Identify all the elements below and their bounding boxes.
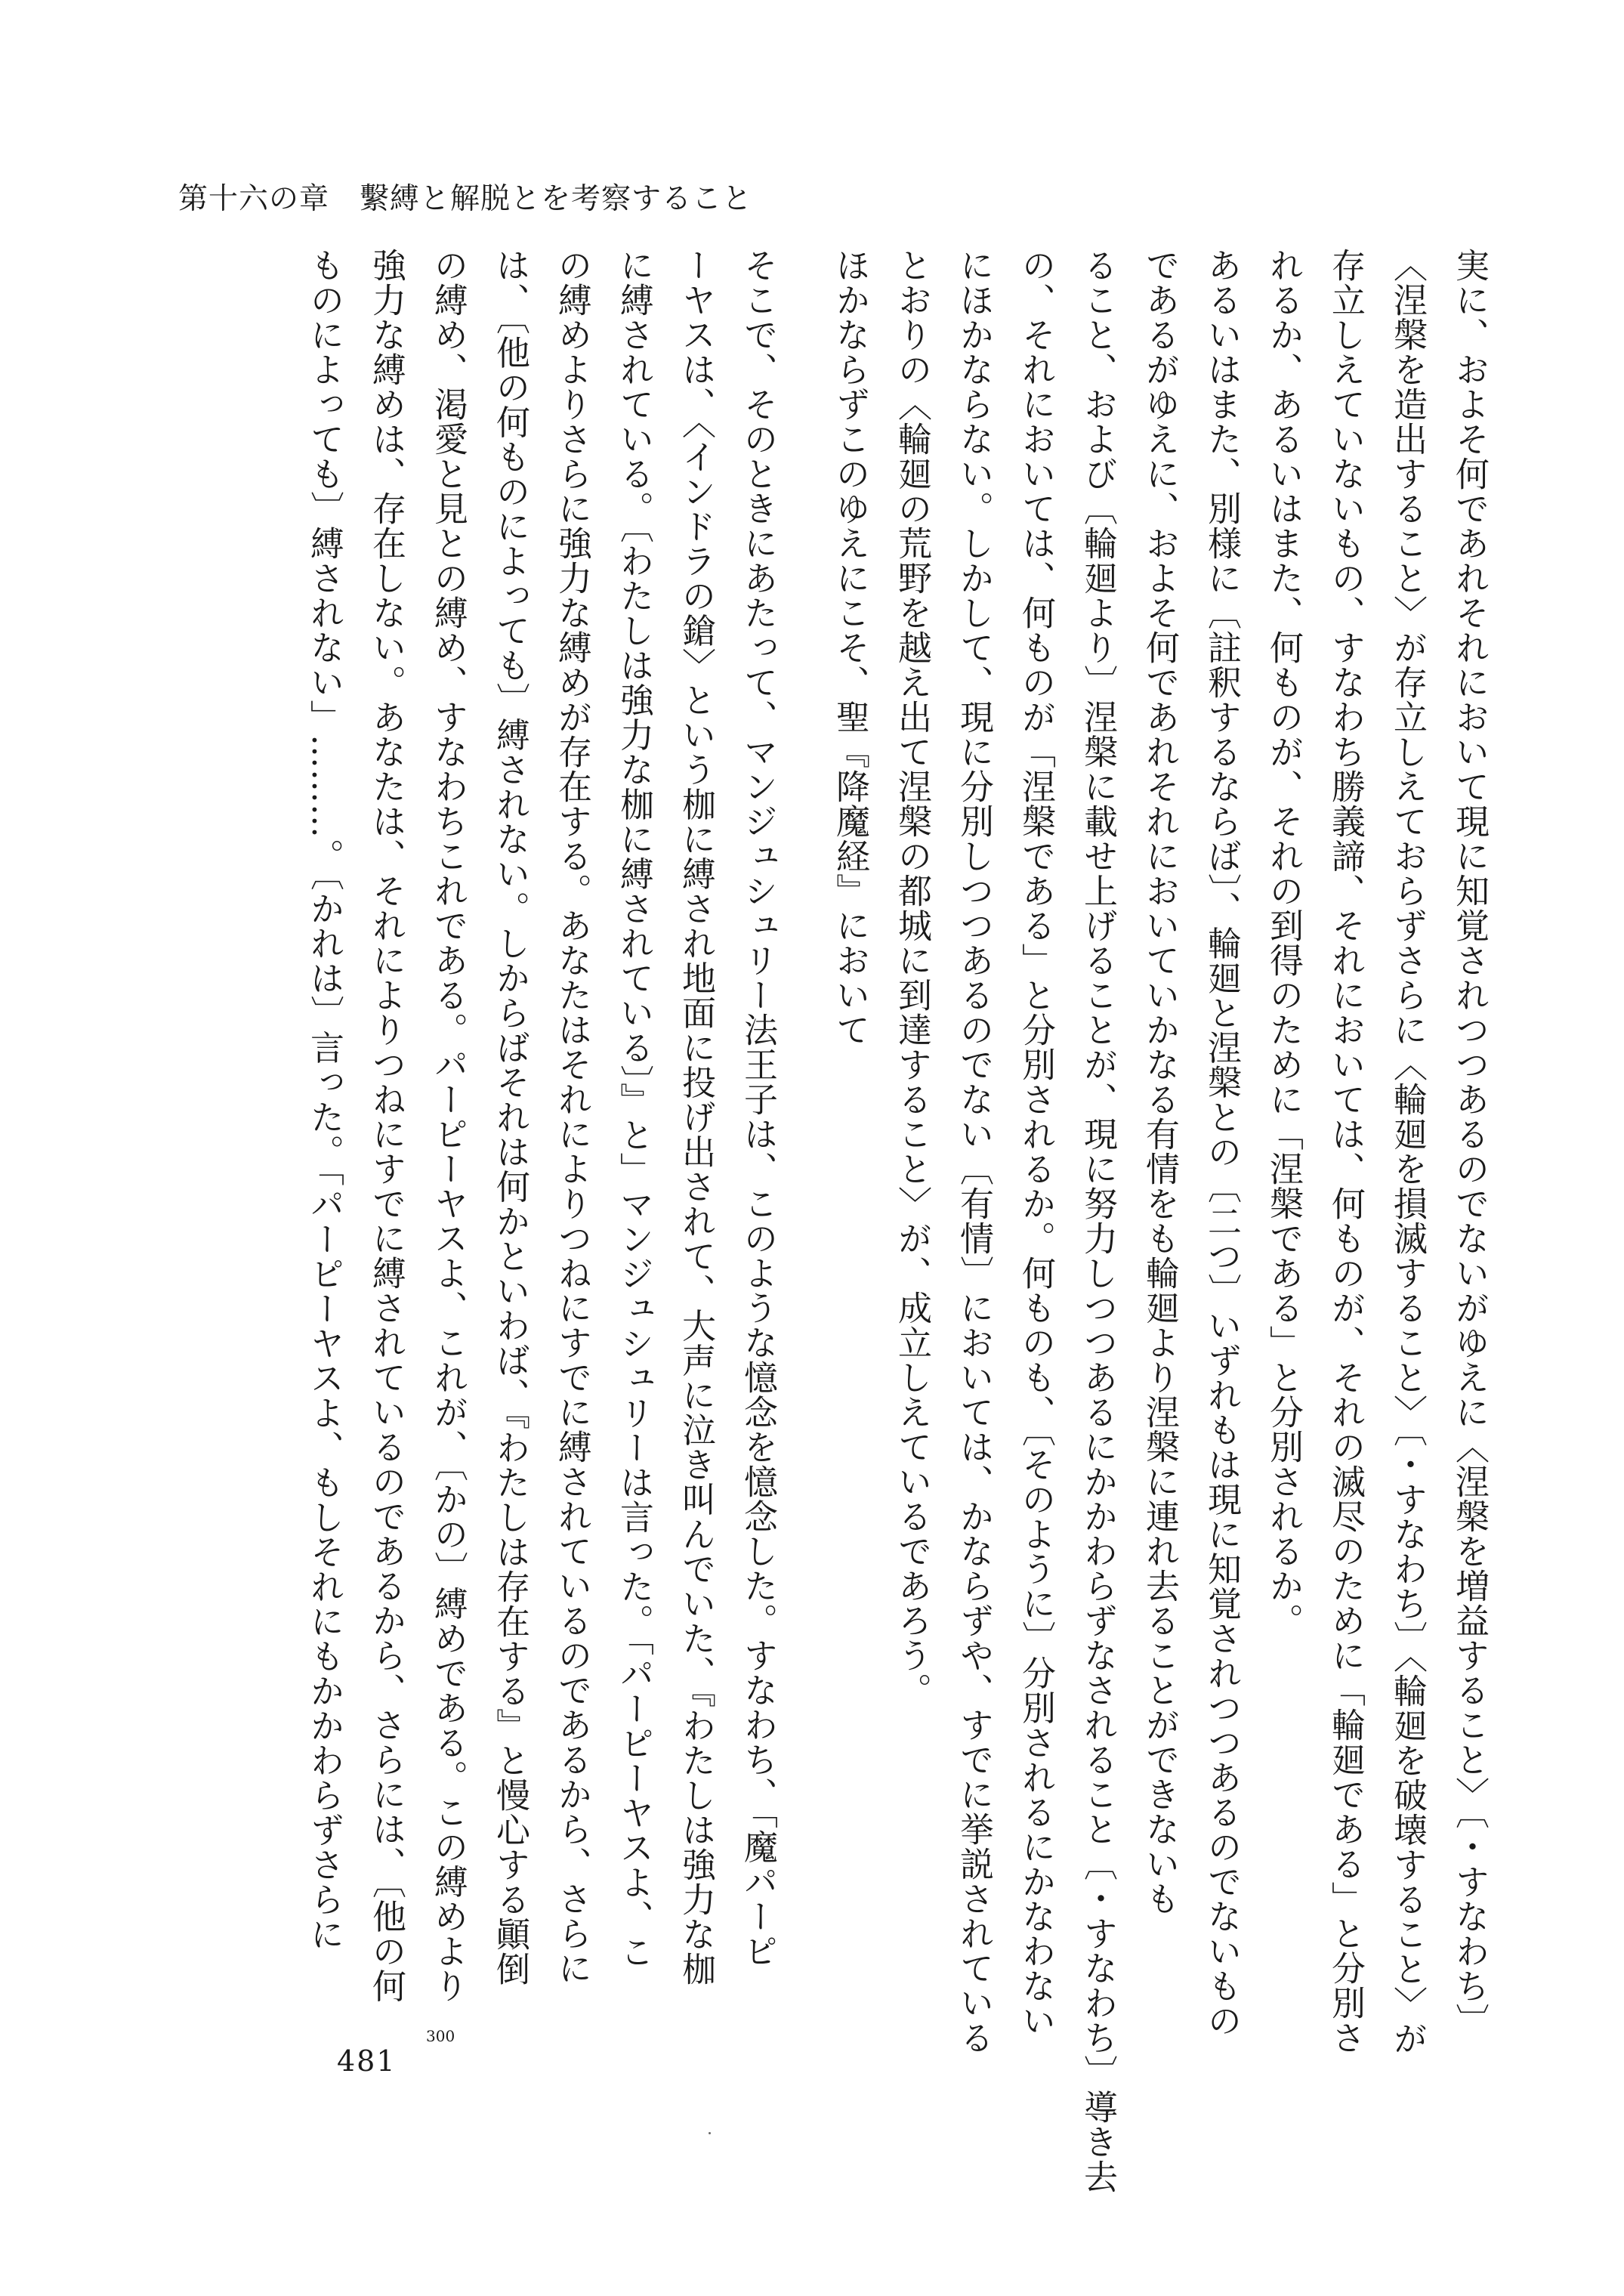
text-line: 存立しえていないもの、すなわち勝義諦、それにおいては、何ものが、それの滅尽のために「輪廻である」と分別さ (1326, 248, 1366, 2055)
text-line: れるか、あるいはまた、何ものが、それの到得のために「涅槃である」と分別されるか。 (1264, 248, 1304, 1638)
quote-line: 強力な縛めは、存在しない。あなたは、それによりつねにすでに縛されているのであるから、さらには、〔他の何 (366, 248, 406, 2004)
print-mark (709, 2132, 711, 2134)
line-gap (789, 248, 819, 1970)
text-line: にほかならない。しかして、現に分別しつつあるのでない〔有情〕においては、かならずや、すでに挙説されている (954, 248, 994, 2055)
quote-line: ーヤスは、〈インドラの鎗〉という枷に縛され地面に投げ出されて、大声に泣き叫んでいた、『わたしは強力な枷 (676, 248, 716, 1986)
text-line: とおりの〈輪廻の荒野を越え出て涅槃の都城に到達すること〉が、成立しえているであろう。 (892, 248, 932, 1707)
quote-line: の縛めよりさらに強力な縛めが存在する。あなたはそれによりつねにすでに縛されているのであるから、さらに (552, 248, 592, 1985)
quote-line: の縛め、渇愛と見との縛め、すなわちこれである。パーピーヤスよ、これが、〔かの〕縛めである。この縛めより (428, 248, 468, 2004)
quote-line: ものによっても〕縛されない」………。〔かれは〕言った。「パーピーヤスよ、もしそれにもかかわらずさらに (304, 248, 344, 1951)
marginal-number: 300 (426, 2027, 455, 2045)
running-head: 第十六の章 繫縛と解脱とを考察すること (178, 182, 753, 216)
quote-line: に縛されている。〔わたしは強力な枷に縛されている〕』と」マンジュシュリーは言った。「パーピーヤスよ、こ (614, 248, 654, 1970)
text-line: ほかならずこのゆえにこそ、聖『降魔経』において (830, 248, 870, 1047)
quote-line: は、〔他の何ものによっても〕縛されない。しからばそれは何かといわば、『わたしは存在する』と慢心する顚倒 (490, 248, 530, 1986)
text-line: の、それにおいては、何ものが「涅槃である」と分別されるか。何ものも、〔そのように〕分別されるにかなわない (1016, 248, 1056, 2038)
page-number: 481 (337, 2044, 397, 2078)
text-line: あるいはまた、別様に〔註釈するならば〕、輪廻と涅槃との〔二つ〕いずれもは現に知覚されつつあるのでないもの (1202, 248, 1242, 2038)
text-line: であるがゆえに、およそ何であれそれにおいていかなる有情をも輪廻より涅槃に連れ去ることができないも (1140, 248, 1180, 1916)
text-line: ること、および〔輪廻より〕涅槃に載せ上げることが、現に努力しつつあるにかかわらずなされること〔・すなわち〕導き去 (1078, 248, 1118, 2194)
text-line: 〈涅槃を造出すること〉が存立しえておらずさらに〈輪廻を損滅すること〉〔・すなわち〕〈輪廻を破壊すること〉が (1388, 248, 1428, 2056)
quote-line: そこで、そのときにあたって、マンジュシュリー法王子は、このような憶念を憶念した。すなわち、「魔パーピ (738, 248, 778, 1969)
text-line: 実に、およそ何であれそれにおいて現に知覚されつつあるのでないがゆえに〈涅槃を増益すること〉〔・すなわち〕 (1450, 248, 1490, 2038)
